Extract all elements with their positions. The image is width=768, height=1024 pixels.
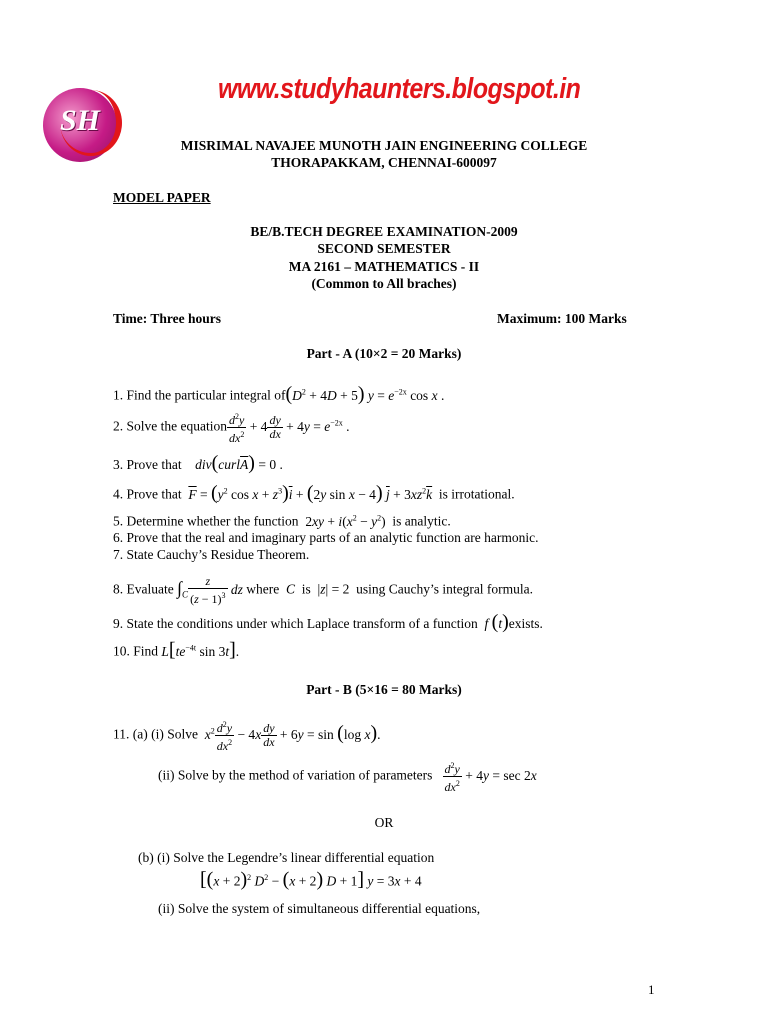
part-b-heading: Part - B (5×16 = 80 Marks) (306, 682, 462, 697)
website-url[interactable]: www.studyhaunters.blogspot.in (218, 73, 581, 105)
question-10 (113, 640, 239, 660)
question-3 (113, 452, 283, 474)
time-label: Time: Three hours (113, 311, 222, 326)
question-11a-i-formula: $x^2$ $\frac{d^2y}{dx^2}$ − 4x $\frac{dy}{dx}$ + 6y = sin (log x). (204, 720, 381, 753)
college-address: THORAPAKKAM, CHENNAI-600097 (271, 155, 497, 170)
max-marks: Maximum: 100 Marks (497, 311, 627, 326)
question-5-text: 5. Determine whether the function (113, 513, 299, 529)
exam-subject: MA 2161 – MATHEMATICS - II (288, 259, 480, 274)
question-6: 6. Prove that the real and imaginary parts of an analytic function are harmonic. (113, 530, 539, 545)
question-1-text: 1. Find the particular integral of (113, 387, 286, 403)
paper-label: MODEL PAPER (113, 190, 211, 205)
question-8-condition: |z| = 2 (317, 581, 350, 597)
question-8-where: where (246, 581, 280, 597)
question-9-text: 9. State the conditions under which Laplace transform of a function (113, 616, 478, 631)
exam-semester: SECOND SEMESTER (317, 241, 451, 256)
question-5 (113, 510, 451, 530)
or-separator: OR (374, 815, 394, 830)
question-5-formula: $2xy + i(x^2 - y^2)$ (305, 513, 386, 529)
question-11b-ii: (ii) Solve the system of simultaneous differential equations, (158, 901, 481, 916)
question-11a-ii (158, 759, 537, 794)
question-9-formula: f (t) (484, 611, 509, 633)
question-4-formula: $\overline{F} = (y^2$ $\cos x + z^3)\overline{i} + (2y$ sin x − 4) $\overline{j} + 3xz^2\overline{k}$ (188, 481, 433, 504)
question-7: 7. State Cauchy’s Residue Theorem. (113, 547, 310, 562)
question-8: 8. Evaluate $\int_C$ $\frac{z}{(z - 1)^3}$ dz where C is |z| = 2 using Cauchy’s integral formula. (113, 574, 534, 606)
exam-common: (Common to All braches) (311, 276, 457, 291)
question-1-formula: $(D^2 + 4D + 5) y = e^{-2x}$ cos x . (285, 382, 445, 405)
part-a-heading: Part - A (10×2 = 20 Marks) (306, 346, 462, 361)
college-name: MISRIMAL NAVAJEE MUNOTH JAIN ENGINEERING COLLEGE (180, 138, 588, 153)
question-3-text: 3. Prove that (113, 457, 182, 472)
question-9-suffix: exists. (508, 616, 543, 631)
question-11a-ii-formula: $\frac{d^2y}{dx^2}$ + 4y = sec 2x (444, 761, 537, 794)
question-10-formula: $L[te^{-4t}$ sin 3t]. (161, 638, 240, 661)
logo-text: SH (59, 104, 101, 137)
question-1 (113, 384, 444, 404)
question-4 (113, 483, 515, 503)
question-8-text: 8. Evaluate (113, 581, 174, 597)
question-4-text: 4. Prove that (113, 486, 182, 502)
question-4-suffix: is irrotational. (438, 486, 515, 502)
question-11a-i-text: 11. (a) (i) Solve (113, 726, 198, 742)
question-2-text: 2. Solve the equation (113, 418, 227, 434)
question-11b-i: (b) (i) Solve the Legendre’s linear differential equation (138, 850, 435, 865)
question-8-suffix: using Cauchy’s integral formula. (356, 581, 534, 597)
question-8-formula: $\int_C$ $\frac{z}{(z - 1)^3}$ dz (177, 574, 243, 606)
question-5-suffix: is analytic. (392, 513, 451, 529)
question-11a-i (113, 718, 381, 753)
page-number: 1 (648, 982, 655, 997)
question-9 (113, 611, 543, 633)
question-11a-ii-text: (ii) Solve by the method of variation of parameters (158, 767, 433, 783)
question-2 (113, 410, 350, 445)
question-3-formula: $div(curl\overline{A}) = 0$ . (195, 452, 283, 474)
question-11b-i-formula: [$(x + 2)^2$ $D^2 - (x + 2) D + 1$] y = 3x + 4 (200, 868, 422, 891)
question-2-formula: $\frac{d^2y}{dx^2}$ + 4 $\frac{dy}{dx}$ + $4y = e^{-2x}$ . (228, 412, 350, 445)
question-8-is: is (301, 581, 311, 597)
question-10-text: 10. Find (113, 643, 159, 659)
exam-degree: BE/B.TECH DEGREE EXAMINATION-2009 (250, 224, 518, 239)
